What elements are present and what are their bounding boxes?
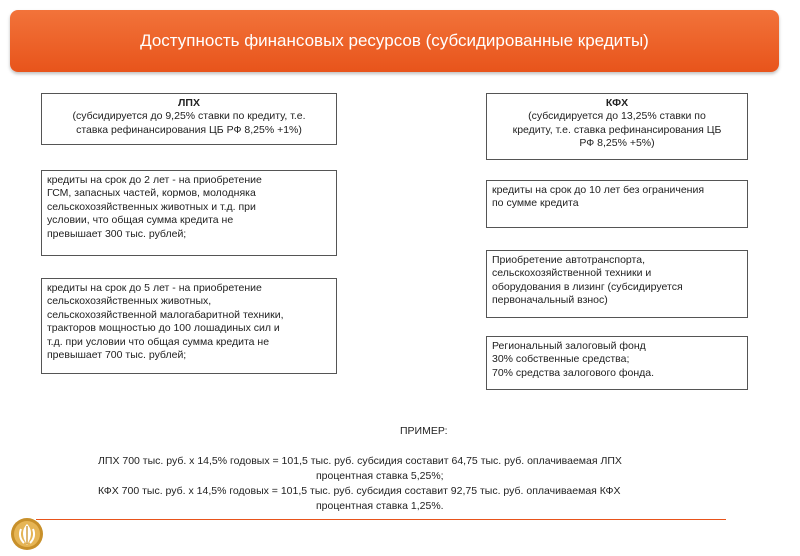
kfh-subtitle-line: (субсидируется до 13,25% ставки по xyxy=(528,110,706,123)
kfh-item-2-line: Приобретение автотранспорта, xyxy=(492,254,645,266)
kfh-item-3-line: Региональный залоговый фонд xyxy=(492,340,646,352)
lph-item-2-line: сельскохозяйственной малогабаритной техники, xyxy=(47,308,284,321)
kfh-title: КФХ xyxy=(605,97,629,109)
lph-item-2 xyxy=(41,278,337,374)
header-banner xyxy=(10,10,779,72)
emblem-icon xyxy=(10,517,44,551)
example-spacer xyxy=(60,439,800,454)
lph-item-1 xyxy=(41,170,337,256)
example-section xyxy=(60,424,800,514)
lph-item-2-line: т.д. при условии что общая сумма кредита не xyxy=(47,335,270,348)
lph-title: ЛПХ xyxy=(178,97,200,109)
lph-item-2-line: сельскохозяйственных животных, xyxy=(47,295,212,308)
kfh-item-2 xyxy=(486,250,748,318)
lph-item-1-line: ГСМ, запасных частей, кормов, молодняка xyxy=(47,187,256,200)
page-title: Доступность финансовых ресурсов (субсидированные кредиты) xyxy=(140,31,649,50)
lph-item-2-line: кредиты на срок до 5 лет - на приобретение xyxy=(47,282,262,294)
lph-header-box xyxy=(41,93,337,145)
kfh-item-1-line: по сумме кредита xyxy=(492,197,579,210)
example-kfh-line: процентная ставка 1,25%. xyxy=(316,500,444,512)
lph-item-1-line: условии, что общая сумма кредита не xyxy=(47,214,234,227)
example-lph-line: ЛПХ 700 тыс. руб. х 14,5% годовых = 101,5 тыс. руб. субсидия составит 64,75 тыс. руб. оплачиваемая ЛПХ xyxy=(98,455,622,467)
lph-item-2-line: тракторов мощностью до 100 лошадиных сил и xyxy=(47,322,280,335)
kfh-item-3 xyxy=(486,336,748,390)
kfh-item-2-line: сельскохозяйственной техники и xyxy=(492,267,652,280)
kfh-header-box xyxy=(486,93,748,160)
lph-item-1-line: превышает 300 тыс. рублей; xyxy=(47,227,187,240)
lph-item-2-line: превышает 700 тыс. рублей; xyxy=(47,349,187,362)
lph-item-1-line: кредиты на срок до 2 лет - на приобретение xyxy=(47,174,262,186)
lph-subtitle-line: ставка рефинансирования ЦБ РФ 8,25% +1%) xyxy=(76,123,302,136)
example-kfh-line: КФХ 700 тыс. руб. х 14,5% годовых = 101,5 тыс. руб. субсидия составит 92,75 тыс. руб. оплачиваемая КФХ xyxy=(98,485,621,497)
lph-subtitle-line: (субсидируется до 9,25% ставки по кредиту, т.е. xyxy=(72,110,306,123)
example-lph-line: процентная ставка 5,25%; xyxy=(316,470,444,482)
lph-item-1-line: сельскохозяйственных животных и т.д. при xyxy=(47,200,256,213)
kfh-subtitle-line: кредиту, т.е. ставка рефинансирования ЦБ xyxy=(512,123,722,136)
kfh-item-2-line: оборудования в лизинг (субсидируется xyxy=(492,280,683,293)
bottom-divider xyxy=(36,519,726,520)
kfh-subtitle-line: РФ 8,25% +5%) xyxy=(579,137,655,150)
example-title: ПРИМЕР: xyxy=(400,425,448,437)
kfh-item-2-line: первоначальный взнос) xyxy=(492,294,608,307)
kfh-item-1 xyxy=(486,180,748,228)
kfh-item-3-line: 70% средства залогового фонда. xyxy=(492,366,655,379)
kfh-item-1-line: кредиты на срок до 10 лет без ограничения xyxy=(492,184,705,196)
kfh-item-3-line: 30% собственные средства; xyxy=(492,353,630,366)
